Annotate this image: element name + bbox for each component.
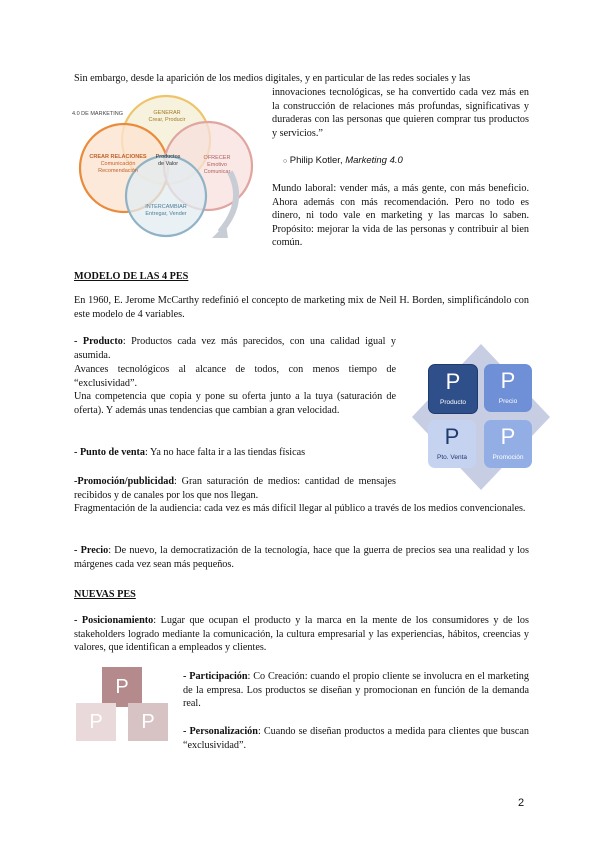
section-heading-4pes: MODELO DE LAS 4 PES [74,271,189,282]
section-heading-nuevas-pes: NUEVAS PES [74,589,136,600]
mccarthy-intro: En 1960, E. Jerome McCarthy redefinió el concepto de marketing mix de Neil H. Borden, simplificándolo con este modelo de 4 variables. [74,295,529,320]
p-precio: P Precio [484,364,532,412]
personalizacion-paragraph: - Personalización: Cuando se diseñan productos a medida para clientes que buscan “exclusividad”. [183,726,529,751]
ofrecer-label: OFRECER Emotivo Comunicar [203,155,231,175]
intercambiar-label: INTERCAMBIAR Entregar, Vender [145,204,187,217]
generar-label: GENERAR Crear, Producir [148,110,186,123]
posicionamiento-paragraph: - Posicionamiento: Lugar que ocupan el producto y la marca en la mente de los consumidores y de los stakeholders logrado mediante la comunicación, la cultura empresarial y las experiencias, hábitos, creencias y valores, que identifican a empleados y clientes. [74,615,529,654]
promocion-p2: Fragmentación de la audiencia: cada vez es más difícil llegar al público a través de los medios convencionales. [74,503,526,514]
mundo-laboral: Mundo laboral: vender más, a más gente, con más beneficio. Ahora además con más recomendación. Pero no todo es dinero, ni todo vale en marketing y las marcas lo saben. Propósito: mejorar la vida de las personas y contribuir al bien común. [272,183,529,249]
page-number: 2 [518,797,525,809]
participacion-paragraph: - Participación: Co Creación: cuando el propio cliente se involucra en el marketing de la empresa. Los productos se diseñan y promocionan en función de la demanda real. [183,671,529,710]
attribution: ○ Philip Kotler, Marketing 4.0 [283,155,403,166]
crear-label: CREAR RELACIONES Comunicación Recomendación [89,154,147,174]
precio-paragraph: - Precio: De nuevo, la democratización de la tecnología, hace que la guerra de precios sea una realidad y los márgenes cada vez sean más pequeños. [74,545,529,570]
new-p-diagram [74,665,174,745]
marketing-diagram [70,92,266,242]
promocion-paragraph: -Promoción/publicidad: Gran saturación de medios: cantidad de mensajes recibidos y de canales por los que nos llegan. [74,476,396,501]
p-pto-venta: P Pto. Venta [428,420,476,468]
four-p-diagram [410,342,552,492]
producto-p3: Una competencia que copia y pone su oferta junto a la tuya (saturación de oferta). Y además unas tendencias que cambian a gran velocidad. [74,391,396,416]
producto-paragraph: - Producto: Productos cada vez más parecidos, con una calidad igual y asumida. [74,336,396,361]
center-label: Productos de Valor [155,154,181,167]
kotler-quote: innovaciones tecnológicas, se ha convertido cada vez más en la construcción de relaciones más profundas, significativas y duraderas con las personas que quieren comprar tus productos y servicios.” [272,87,529,139]
p-block-right: P [128,703,168,741]
producto-p2: Avances tecnológicos al alcance de todos, con menos tiempo de “exclusividad”. [74,364,396,389]
p-block-top: P [102,667,142,707]
bullet-icon: ○ [283,157,288,165]
intro-line: Sin embargo, desde la aparición de los medios digitales, y en particular de las redes sociales y las [74,73,471,84]
p-block-left: P [76,703,116,741]
p-producto: P Producto [428,364,478,414]
punto-venta-paragraph: - Punto de venta: Ya no hace falta ir a las tiendas físicas [74,447,306,458]
p-promocion: P Promoción [484,420,532,468]
diagram-label: 4.0 DE MARKETING [72,111,124,117]
